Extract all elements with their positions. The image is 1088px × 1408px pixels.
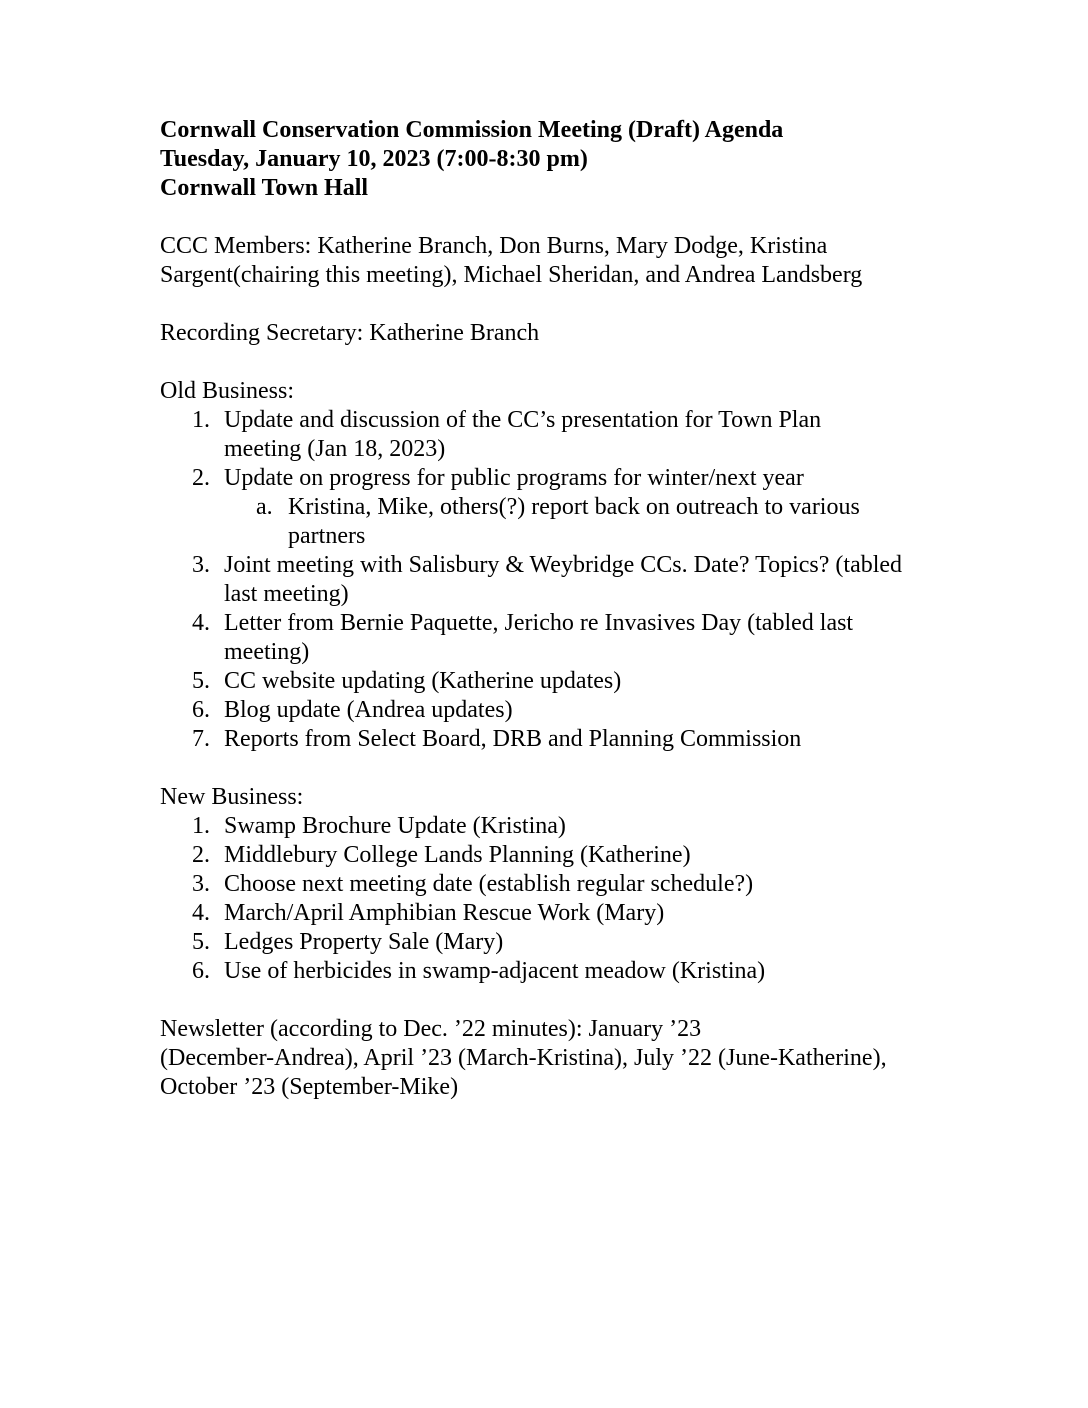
newsletter-line: Newsletter (according to Dec. ’22 minutes): January ’23: [160, 1016, 702, 1042]
list-item-text: Kristina, Mike, others(?) report back on outreach to various: [288, 494, 860, 520]
list-item-text: meeting (Jan 18, 2023): [224, 436, 446, 462]
list-item: [160, 957, 960, 986]
list-item-text: March/April Amphibian Rescue Work (Mary): [224, 900, 665, 926]
list-item-text: Middlebury College Lands Planning (Katherine): [224, 842, 691, 868]
list-number: 3.: [192, 552, 210, 578]
newsletter-line: (December-Andrea), April ’23 (March-Kristina), July ’22 (June-Katherine),: [160, 1045, 887, 1071]
new-business-list: [160, 812, 960, 986]
list-item: [160, 551, 960, 609]
list-item: [160, 841, 960, 870]
list-item-text: last meeting): [224, 581, 349, 607]
list-number: 7.: [192, 726, 210, 752]
list-item: [160, 667, 960, 696]
list-item: [160, 899, 960, 928]
list-number: 5.: [192, 668, 210, 694]
new-business-section: [160, 783, 960, 986]
newsletter-line: October ’23 (September-Mike): [160, 1074, 459, 1100]
secretary-paragraph: [160, 319, 960, 348]
list-number: a.: [256, 494, 273, 520]
list-item-text: partners: [288, 523, 366, 549]
list-item-text: Reports from Select Board, DRB and Planning Commission: [224, 726, 802, 752]
list-number: 6.: [192, 958, 210, 984]
list-item-text: Choose next meeting date (establish regular schedule?): [224, 871, 754, 897]
list-item-text: CC website updating (Katherine updates): [224, 668, 622, 694]
newsletter-paragraph: [160, 1015, 960, 1102]
list-item: [160, 725, 960, 754]
list-number: 6.: [192, 697, 210, 723]
list-item: [160, 464, 960, 551]
list-item: [160, 928, 960, 957]
list-number: 4.: [192, 610, 210, 636]
list-number: 2.: [192, 842, 210, 868]
list-item-text: meeting): [224, 639, 310, 665]
list-item-text: Joint meeting with Salisbury & Weybridge CCs. Date? Topics? (tabled: [224, 552, 903, 578]
old-business-list: [160, 406, 960, 754]
list-number: 1.: [192, 407, 210, 433]
list-number: 5.: [192, 929, 210, 955]
list-number: 4.: [192, 900, 210, 926]
list-item: [160, 696, 960, 725]
new-business-heading: New Business:: [160, 784, 304, 810]
location-line: Cornwall Town Hall: [160, 175, 369, 201]
secretary-line: Recording Secretary: Katherine Branch: [160, 320, 540, 346]
agenda-title: [160, 116, 960, 203]
members-paragraph: [160, 232, 960, 290]
list-item-text: Ledges Property Sale (Mary): [224, 929, 504, 955]
sub-list-item: [224, 493, 960, 551]
list-item: [160, 870, 960, 899]
list-item-text: Swamp Brochure Update (Kristina): [224, 813, 566, 839]
list-number: 1.: [192, 813, 210, 839]
list-item-text: Blog update (Andrea updates): [224, 697, 513, 723]
list-number: 3.: [192, 871, 210, 897]
list-item: [160, 609, 960, 667]
list-item-text: Update and discussion of the CC’s presentation for Town Plan: [224, 407, 822, 433]
list-item-text: Use of herbicides in swamp-adjacent meadow (Kristina): [224, 958, 766, 984]
members-line: Sargent(chairing this meeting), Michael Sheridan, and Andrea Landsberg: [160, 262, 863, 288]
members-line: CCC Members: Katherine Branch, Don Burns, Mary Dodge, Kristina: [160, 233, 828, 259]
list-item-text: Update on progress for public programs for winter/next year: [224, 465, 804, 491]
title-line: Cornwall Conservation Commission Meeting (Draft) Agenda: [160, 117, 784, 143]
date-line: Tuesday, January 10, 2023 (7:00-8:30 pm): [160, 146, 588, 172]
old-business-section: [160, 377, 960, 754]
agenda-document: [160, 116, 960, 1102]
list-item: [160, 812, 960, 841]
list-number: 2.: [192, 465, 210, 491]
list-item: [160, 406, 960, 464]
old-business-heading: Old Business:: [160, 378, 295, 404]
list-item-text: Letter from Bernie Paquette, Jericho re Invasives Day (tabled last: [224, 610, 854, 636]
sub-list: [224, 493, 960, 551]
